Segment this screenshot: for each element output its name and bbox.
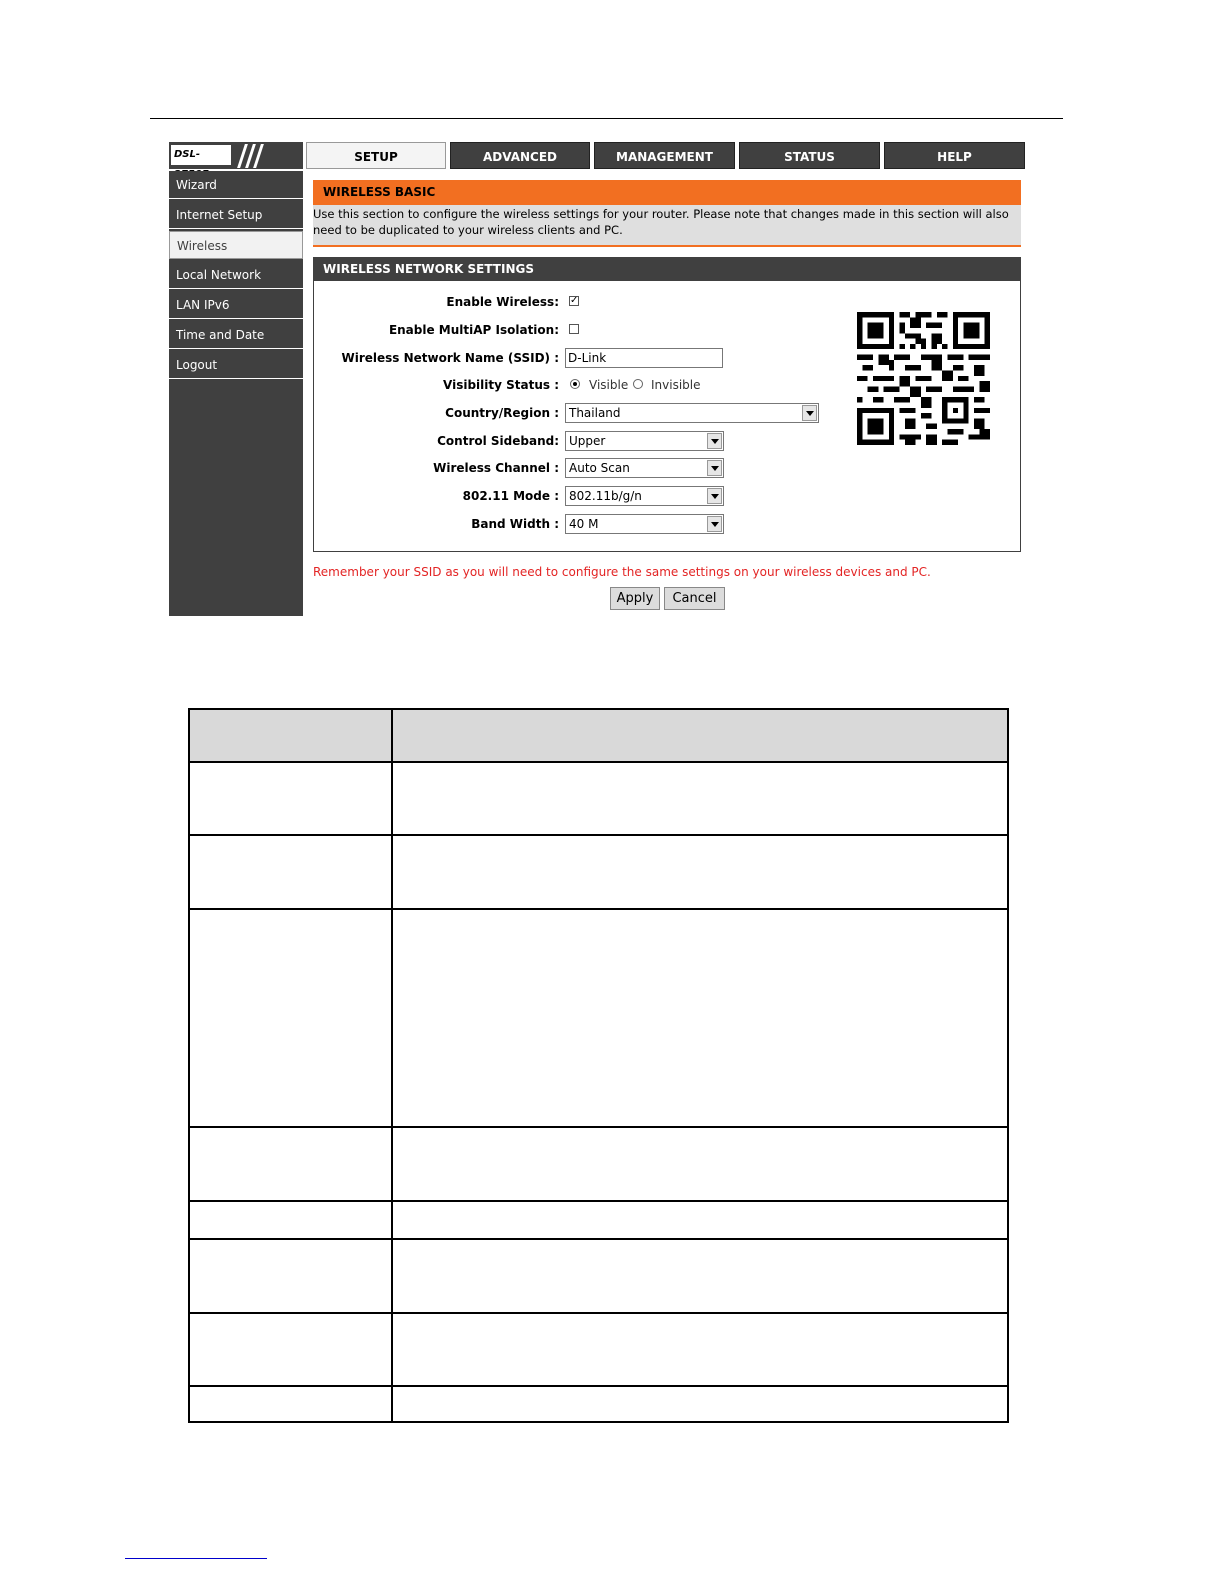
chevron-down-icon[interactable] — [707, 433, 722, 449]
ssid-reminder-note: Remember your SSID as you will need to configure the same settings on your wireless devices and PC. — [313, 565, 931, 579]
mode-label: 802.11 Mode : — [462, 489, 559, 503]
sidebar-item-local-network[interactable]: Local Network — [169, 261, 303, 289]
chevron-down-icon[interactable] — [802, 405, 817, 421]
wireless-channel-label: Wireless Channel : — [433, 461, 559, 475]
sidebar-item-logout[interactable]: Logout — [169, 351, 303, 379]
sidebar-item-wizard[interactable]: Wizard — [169, 171, 303, 199]
table-row — [190, 1314, 1007, 1387]
country-region-select[interactable] — [565, 403, 819, 423]
table-header-row — [190, 710, 1007, 763]
visible-radio[interactable] — [570, 379, 580, 389]
wireless-basic-description — [313, 205, 1021, 247]
sidebar-item-internet-setup[interactable]: Internet Setup — [169, 201, 303, 229]
table-row — [190, 1387, 1007, 1421]
sidebar-item-time-and-date[interactable]: Time and Date — [169, 321, 303, 349]
wireless-basic-header: WIRELESS BASIC — [313, 180, 1021, 205]
qr-code-icon — [857, 312, 990, 445]
invisible-radio-label: Invisible — [651, 378, 701, 392]
ssid-label: Wireless Network Name (SSID) : — [341, 351, 559, 365]
control-sideband-label: Control Sideband: — [437, 434, 559, 448]
enable-wireless-checkbox[interactable]: ✓ — [570, 295, 579, 306]
chevron-down-icon[interactable] — [707, 516, 722, 532]
model-logo: DSL- — [171, 145, 231, 165]
page-top-rule — [150, 118, 1063, 119]
mode-select[interactable] — [565, 486, 724, 506]
tab-management[interactable]: MANAGEMENT — [594, 142, 735, 169]
table-row — [190, 1240, 1007, 1314]
multiap-isolation-checkbox[interactable] — [569, 324, 579, 334]
mode-value: 802.11b/g/n — [569, 489, 642, 503]
table-column-divider — [391, 710, 393, 1421]
country-region-value: Thailand — [569, 406, 621, 420]
sidebar-item-lan-ipv6[interactable]: LAN IPv6 — [169, 291, 303, 319]
table-row — [190, 836, 1007, 910]
chevron-down-icon[interactable] — [707, 460, 722, 476]
chevron-down-icon[interactable] — [707, 488, 722, 504]
control-sideband-value: Upper — [569, 434, 606, 448]
apply-button[interactable]: Apply — [610, 587, 660, 610]
sidebar-item-wireless[interactable]: Wireless — [169, 231, 303, 259]
description-line: need to be duplicated to your wireless clients and PC. — [313, 223, 623, 237]
tab-setup[interactable]: SETUP — [306, 142, 446, 169]
wireless-network-settings-header: WIRELESS NETWORK SETTINGS — [313, 257, 1021, 281]
field-description-table — [188, 708, 1009, 1423]
wireless-settings-panel — [313, 281, 1021, 552]
cancel-button[interactable]: Cancel — [664, 587, 725, 610]
country-region-label: Country/Region : — [445, 406, 559, 420]
band-width-select[interactable] — [565, 514, 724, 534]
band-width-label: Band Width : — [471, 517, 559, 531]
tab-help[interactable]: HELP — [884, 142, 1025, 169]
description-line: Use this section to configure the wireless settings for your router. Please note that changes made in this section will also — [313, 207, 1009, 221]
ssid-input[interactable] — [565, 348, 723, 368]
invisible-radio[interactable] — [633, 379, 643, 389]
tab-status[interactable]: STATUS — [739, 142, 880, 169]
sidebar — [169, 171, 303, 616]
table-row — [190, 1128, 1007, 1202]
tab-advanced[interactable]: ADVANCED — [450, 142, 590, 169]
table-row — [190, 1202, 1007, 1240]
multiap-isolation-label: Enable MultiAP Isolation: — [388, 323, 559, 337]
visible-radio-label: Visible — [589, 378, 629, 392]
visibility-status-label: Visibility Status : — [443, 378, 559, 392]
table-row — [190, 910, 1007, 1128]
table-row — [190, 763, 1007, 836]
enable-wireless-label: Enable Wireless: — [446, 295, 559, 309]
band-width-value: 40 M — [569, 517, 599, 531]
footer-link-rule — [125, 1558, 267, 1559]
wireless-channel-value: Auto Scan — [569, 461, 630, 475]
router-ui-screenshot — [169, 142, 1025, 616]
control-sideband-select[interactable] — [565, 431, 724, 451]
wireless-channel-select[interactable] — [565, 458, 724, 478]
logo-bar — [169, 142, 303, 169]
